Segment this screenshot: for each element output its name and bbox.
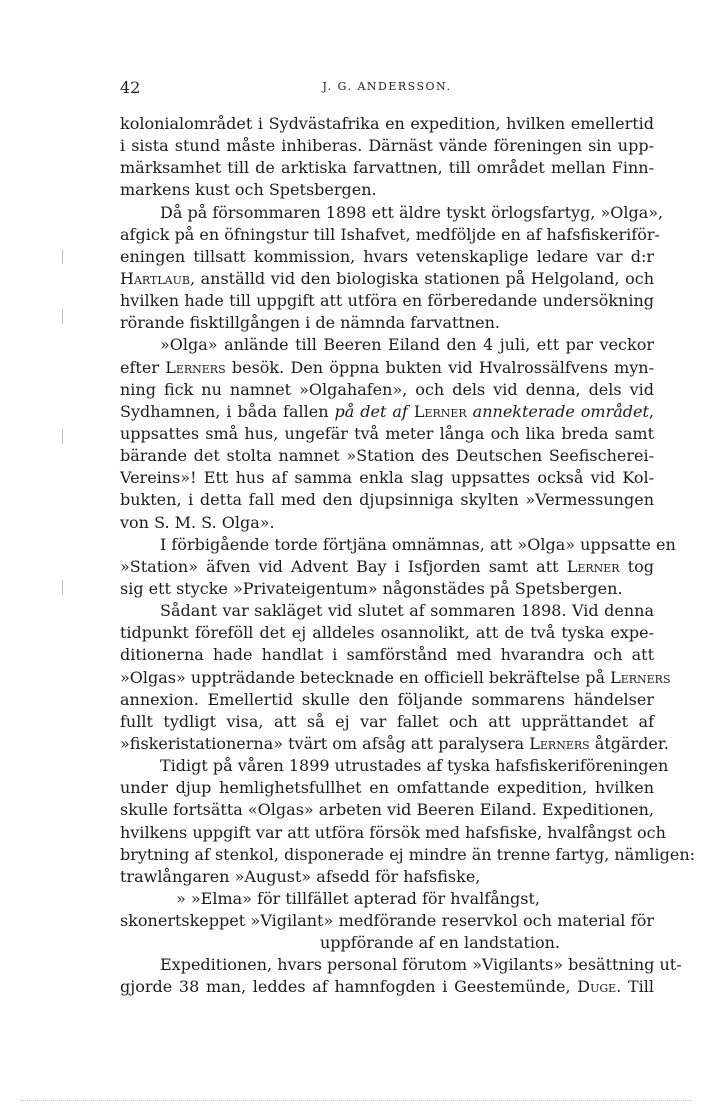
text-line: markens kust och Spetsbergen. bbox=[120, 180, 377, 200]
text-line: Sydhamnen, i båda fallen på det af Lerner annekterade området, bbox=[120, 401, 654, 421]
text-line: hvilken hade till uppgift att utföra en förberedande undersökning bbox=[120, 291, 654, 311]
text-line: afgick på en öfningstur till Ishafvet, medföljde en af hafsfiskeriför- bbox=[120, 224, 660, 244]
text-line: i sista stund måste inhiberas. Därnäst vände föreningen sin upp- bbox=[120, 136, 654, 156]
paragraph-start-line: Sådant var sakläget vid slutet af sommaren 1898. Vid denna bbox=[160, 601, 654, 621]
scan-edge bbox=[20, 1100, 692, 1105]
person-name: Lerner bbox=[566, 556, 620, 576]
text-line: uppsattes små hus, ungefär två meter långa och lika breda samt bbox=[120, 423, 654, 443]
paragraph-start-line: Expeditionen, hvars personal förutom »Vigilants» besättning ut- bbox=[160, 955, 682, 975]
text-line: brytning af stenkol, disponerade ej mindre än trenne fartyg, nämligen: bbox=[120, 844, 696, 864]
text-line: Vereins»! Ett hus af samma enkla slag uppsattes också vid Kol- bbox=[120, 468, 654, 488]
text-line: fullt tydligt visa, att så ej var fallet och att upprättandet af bbox=[120, 711, 654, 731]
paragraph-start-line: I förbigående torde förtjäna omnämnas, att »Olga» uppsatte en bbox=[160, 534, 676, 554]
text-line: bärande det stolta namnet »Station des Deutschen Seefischerei- bbox=[120, 446, 654, 466]
text-line: märksamhet till de arktiska farvattnen, till området mellan Finn- bbox=[120, 158, 654, 178]
text-line: »Station» äfven vid Advent Bay i Isfjorden samt att Lerner tog bbox=[120, 556, 655, 576]
ship-list-line: uppförande af en landstation. bbox=[320, 933, 560, 953]
paragraph-start-line: »Olga» anlände till Beeren Eiland den 4 juli, ett par veckor bbox=[160, 335, 654, 355]
paragraph-start-line: Tidigt på våren 1899 utrustades af tyska hafsfiskeriföreningen bbox=[160, 756, 669, 776]
text-line: »Olgas» uppträdande betecknade en officiell bekräftelse på Lerners bbox=[120, 667, 671, 687]
text-line: under djup hemlighetsfullhet en omfattande expedition, hvilken bbox=[120, 778, 654, 798]
page-header bbox=[120, 78, 654, 102]
text-line: eningen tillsatt kommission, hvars vetenskaplige ledare var d:r bbox=[120, 246, 654, 266]
person-name: Lerner bbox=[413, 401, 467, 421]
person-name: Lerners bbox=[529, 733, 590, 753]
paragraph-start-line: Då på försommaren 1898 ett äldre tyskt örlogsfartyg, »Olga», bbox=[160, 202, 664, 222]
ship-list-line: skonertskeppet »Vigilant» medförande reservkol och material för bbox=[120, 911, 654, 931]
ship-list-line: » »Elma» för tillfället apterad för hvalfångst, bbox=[176, 888, 541, 908]
text-line: kolonialområdet i Sydvästafrika en expedition, hvilken emellertid bbox=[120, 114, 654, 133]
running-head: J. G. ANDERSSON. bbox=[322, 80, 452, 93]
person-name: Lerners bbox=[610, 667, 671, 687]
text-line: annexion. Emellertid skulle den följande sommarens händelser bbox=[120, 689, 654, 709]
text-line: Hartlaub, anställd vid den biologiska stationen på Helgoland, och bbox=[120, 268, 654, 288]
margin-marks bbox=[62, 250, 66, 670]
text-line: ditionerna hade handlat i samförstånd med hvarandra och att bbox=[120, 645, 654, 665]
text-line: rörande fisktillgången i de nämnda farvattnen. bbox=[120, 313, 501, 333]
person-name: Lerners bbox=[165, 357, 226, 377]
ship-list-line: trawlångaren »August» afsedd för hafsfiske, bbox=[120, 866, 481, 886]
text-line: tidpunkt föreföll det ej alldeles osannolikt, att de två tyska expe- bbox=[120, 623, 654, 643]
text-line: skulle fortsätta «Olgas» arbeten vid Beeren Eiland. Expeditionen, bbox=[120, 800, 654, 820]
person-name: Hartlaub bbox=[120, 268, 190, 288]
text-line: sig ett stycke »Privateigentum» någonstädes på Spetsbergen. bbox=[120, 578, 623, 598]
text-line: »fiskeristationerna» tvärt om afsåg att paralysera Lerners åtgärder. bbox=[120, 733, 669, 753]
page-number: 42 bbox=[120, 78, 141, 97]
text-line: von S. M. S. Olga». bbox=[120, 512, 275, 532]
text-line: bukten, i detta fall med den djupsinniga skylten »Vermessungen bbox=[120, 490, 654, 510]
text-line: ning fick nu namnet »Olgahafen», och dels vid denna, dels vid bbox=[120, 379, 654, 399]
text-line: hvilkens uppgift var att utföra försök med hafsfiske, hvalfångst och bbox=[120, 822, 666, 842]
text-line: gjorde 38 man, leddes af hamnfogden i Geestemünde, Duge. Till bbox=[120, 977, 654, 997]
body-text bbox=[120, 113, 696, 999]
person-name: Duge bbox=[577, 977, 617, 997]
text-line: efter Lerners besök. Den öppna bukten vid Hvalrossälfvens myn- bbox=[120, 357, 655, 377]
